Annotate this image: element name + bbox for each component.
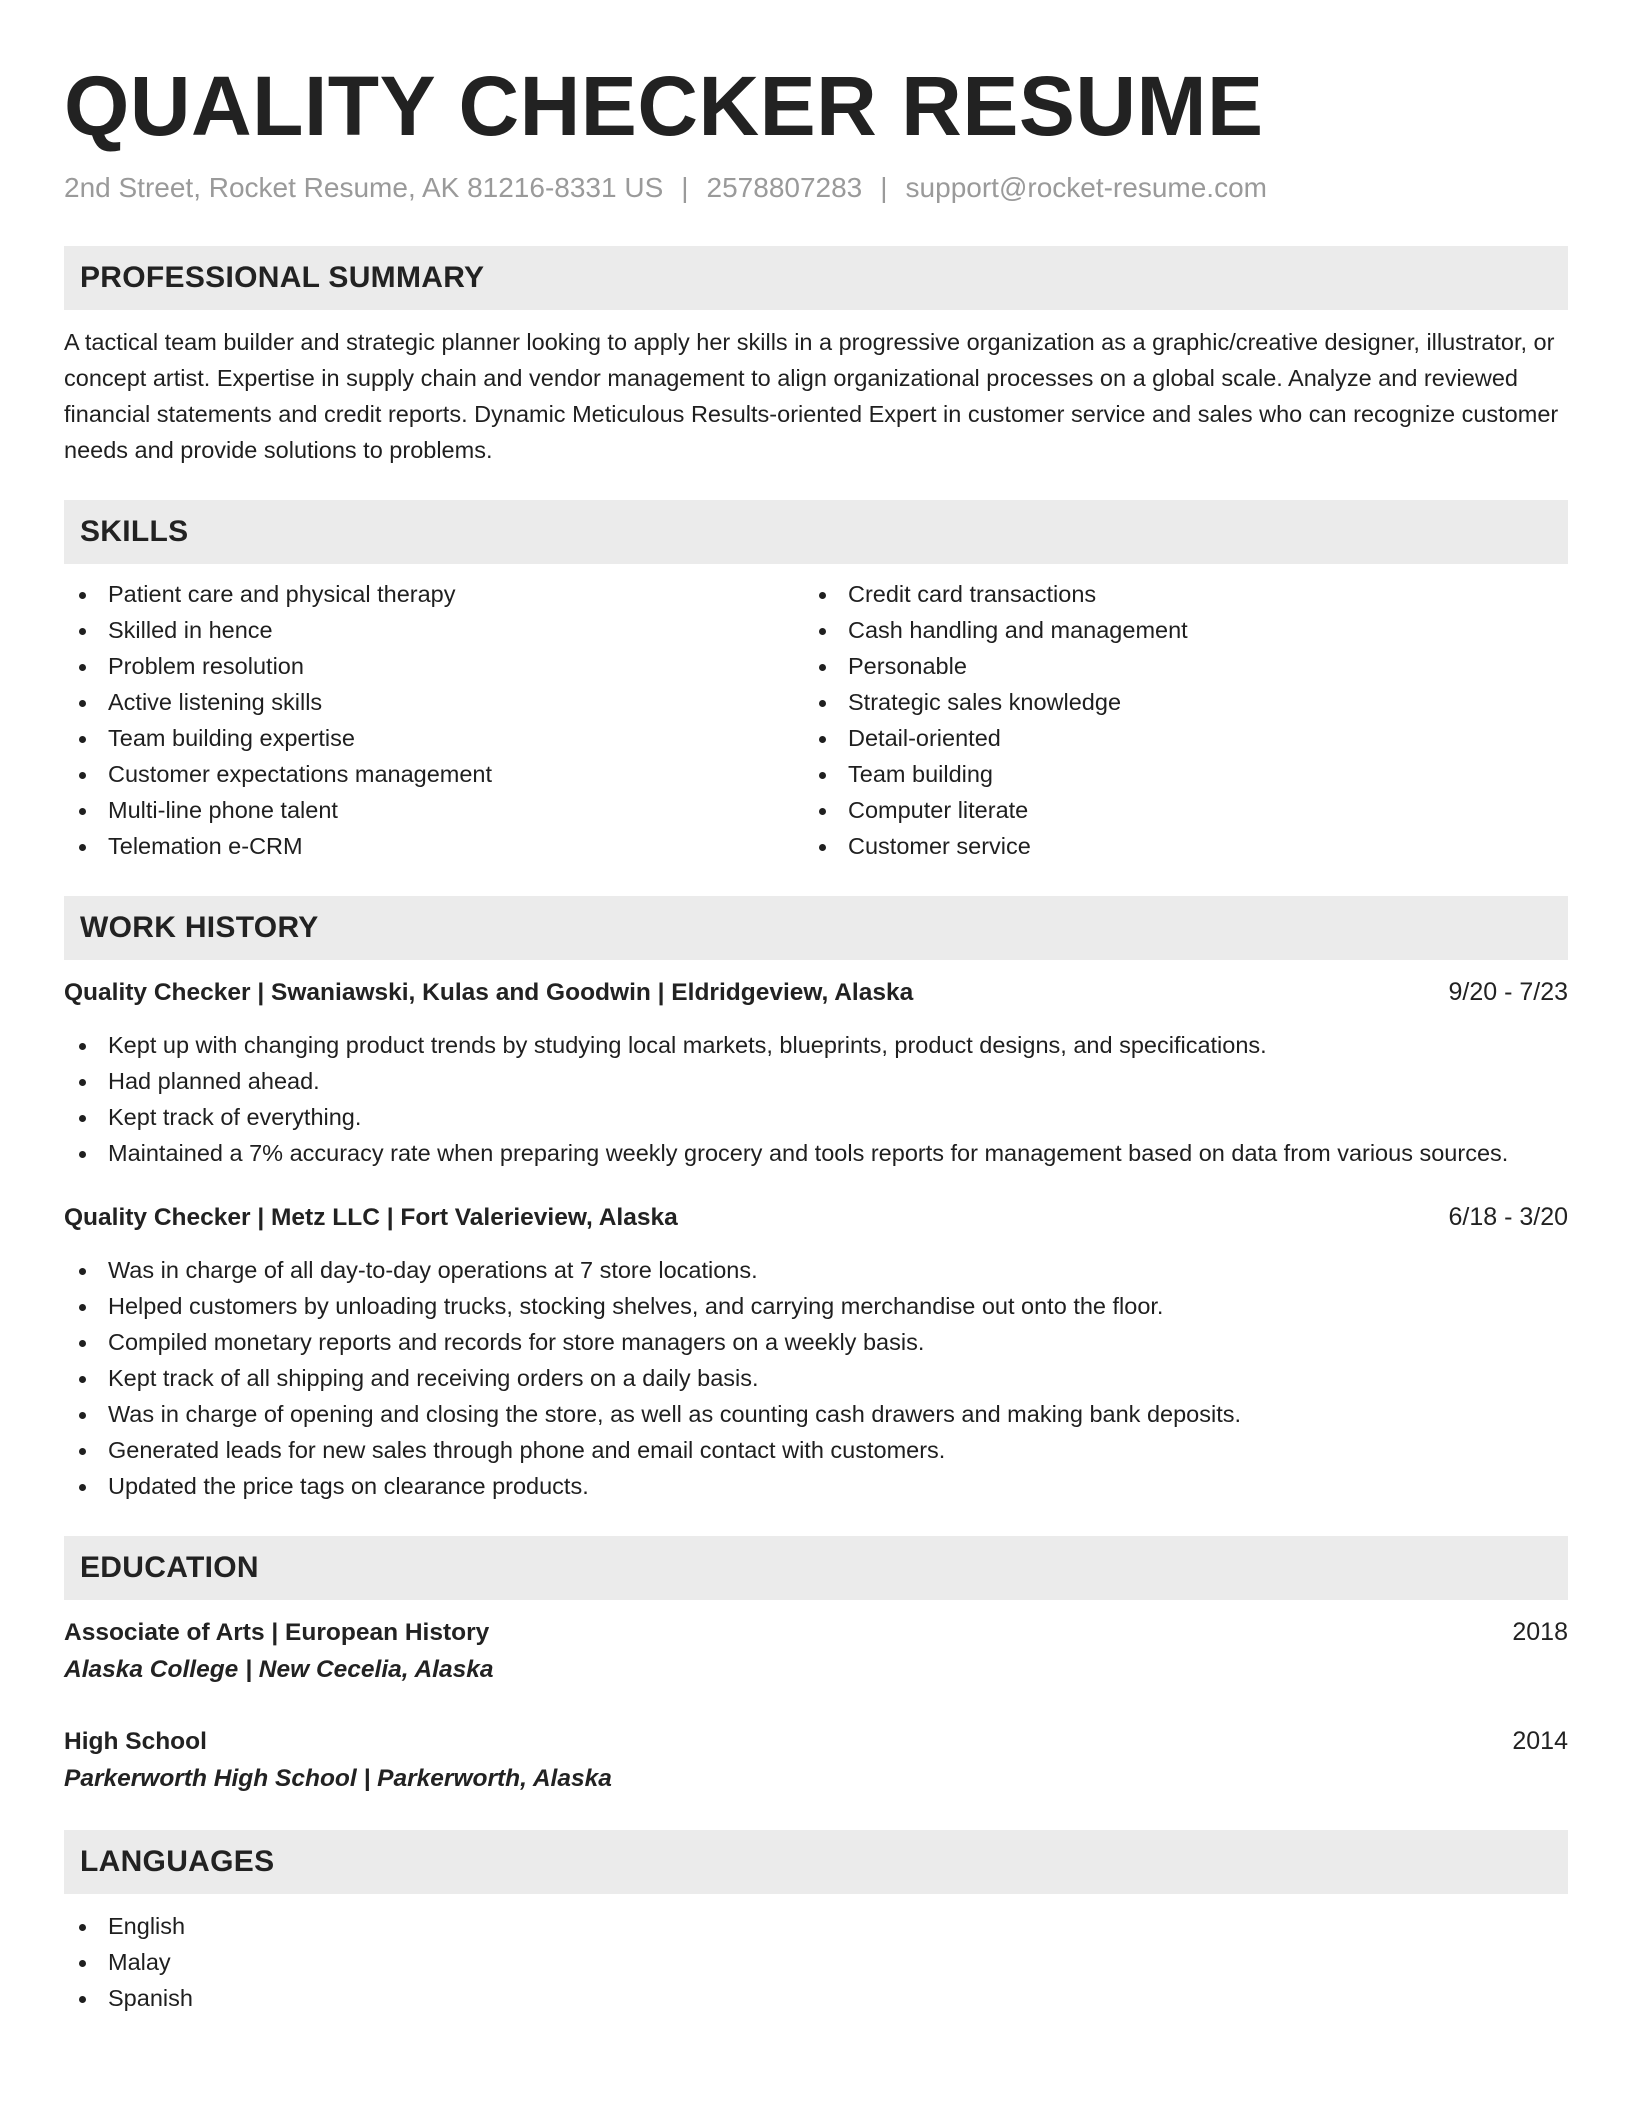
- contact-phone: 2578807283: [706, 172, 863, 203]
- skill-item: Personable: [804, 648, 1544, 684]
- skill-item: Skilled in hence: [64, 612, 804, 648]
- summary-text: A tactical team builder and strategic planner looking to apply her skills in a progressive organization as a graphic/creative designer, illustrator, or concept artist. Expertise in supply chain and vendor management to align organizational processes on a global scale. Analyze and reviewed financial statements and credit reports. Dynamic Meticulous Results-oriented Expert in customer service and sales who can recognize customer needs and provide solutions to problems.: [64, 329, 1559, 463]
- education-school: Alaska College | New Cecelia, Alaska: [64, 1656, 494, 1683]
- job-header: [64, 974, 1568, 1011]
- education-header: [64, 1614, 1568, 1651]
- skill-item: Customer service: [804, 828, 1544, 864]
- skill-item: Patient care and physical therapy: [64, 576, 804, 612]
- education-header: [64, 1723, 1568, 1760]
- job-duty: Was in charge of all day-to-day operations at 7 store locations.: [64, 1252, 1568, 1288]
- contact-line: [64, 170, 1568, 206]
- job-duties: [64, 1252, 1568, 1504]
- job-duty: Had planned ahead.: [64, 1063, 1568, 1099]
- education-year: 2018: [1512, 1618, 1568, 1646]
- skill-item: Problem resolution: [64, 648, 804, 684]
- skill-item: Customer expectations management: [64, 756, 804, 792]
- skill-item: Cash handling and management: [804, 612, 1544, 648]
- job-duty: Compiled monetary reports and records for store managers on a weekly basis.: [64, 1324, 1568, 1360]
- language-item: English: [64, 1908, 1568, 1944]
- language-item: Malay: [64, 1944, 1568, 1980]
- skill-item: Credit card transactions: [804, 576, 1544, 612]
- section-heading-work: WORK HISTORY: [64, 896, 1568, 960]
- skill-item: Active listening skills: [64, 684, 804, 720]
- education-school: Parkerworth High School | Parkerworth, Alaska: [64, 1765, 612, 1792]
- language-item: Spanish: [64, 1980, 1568, 2016]
- job-duty: Helped customers by unloading trucks, stocking shelves, and carrying merchandise out onto the floor.: [64, 1288, 1568, 1324]
- work-entry: [64, 1199, 1568, 1504]
- section-heading-languages: LANGUAGES: [64, 1830, 1568, 1894]
- work-entry: [64, 974, 1568, 1171]
- languages-list: [64, 1908, 1568, 2016]
- section-heading-summary: PROFESSIONAL SUMMARY: [64, 246, 1568, 310]
- education-year: 2014: [1512, 1727, 1568, 1755]
- skill-item: Team building expertise: [64, 720, 804, 756]
- skill-item: Detail-oriented: [804, 720, 1544, 756]
- contact-separator: |: [681, 172, 689, 203]
- job-title: Quality Checker | Swaniawski, Kulas and Goodwin | Eldridgeview, Alaska: [64, 979, 914, 1006]
- section-heading-education: EDUCATION: [64, 1536, 1568, 1600]
- education-entry: [64, 1723, 1568, 1798]
- contact-email: support@rocket-resume.com: [905, 172, 1267, 203]
- skills-list: [64, 576, 1568, 864]
- job-title: Quality Checker | Metz LLC | Fort Valerieview, Alaska: [64, 1204, 678, 1231]
- skill-item: Team building: [804, 756, 1544, 792]
- contact-separator: |: [880, 172, 888, 203]
- education-degree: Associate of Arts | European History: [64, 1619, 490, 1646]
- job-duty: Kept track of everything.: [64, 1099, 1568, 1135]
- skills-column-left: [64, 576, 804, 864]
- skill-item: Telemation e-CRM: [64, 828, 804, 864]
- job-duty: Updated the price tags on clearance products.: [64, 1468, 1568, 1504]
- job-duty: Was in charge of opening and closing the store, as well as counting cash drawers and making bank deposits.: [64, 1396, 1568, 1432]
- section-heading-skills: SKILLS: [64, 500, 1568, 564]
- contact-address: 2nd Street, Rocket Resume, AK 81216-8331 US: [64, 172, 664, 203]
- job-duty: Kept up with changing product trends by studying local markets, blueprints, product designs, and specifications.: [64, 1027, 1568, 1063]
- education-degree: High School: [64, 1728, 207, 1755]
- job-duty: Maintained a 7% accuracy rate when preparing weekly grocery and tools reports for management based on data from various sources.: [64, 1135, 1568, 1171]
- job-dates: 6/18 - 3/20: [1448, 1203, 1568, 1231]
- job-duty: Generated leads for new sales through phone and email contact with customers.: [64, 1432, 1568, 1468]
- job-duties: [64, 1027, 1568, 1171]
- skill-item: Strategic sales knowledge: [804, 684, 1544, 720]
- resume-title: QUALITY CHECKER RESUME: [64, 59, 1264, 153]
- education-entry: [64, 1614, 1568, 1689]
- job-header: [64, 1199, 1568, 1236]
- skill-item: Multi-line phone talent: [64, 792, 804, 828]
- skills-column-right: [804, 576, 1544, 864]
- job-duty: Kept track of all shipping and receiving orders on a daily basis.: [64, 1360, 1568, 1396]
- skill-item: Computer literate: [804, 792, 1544, 828]
- job-dates: 9/20 - 7/23: [1448, 978, 1568, 1006]
